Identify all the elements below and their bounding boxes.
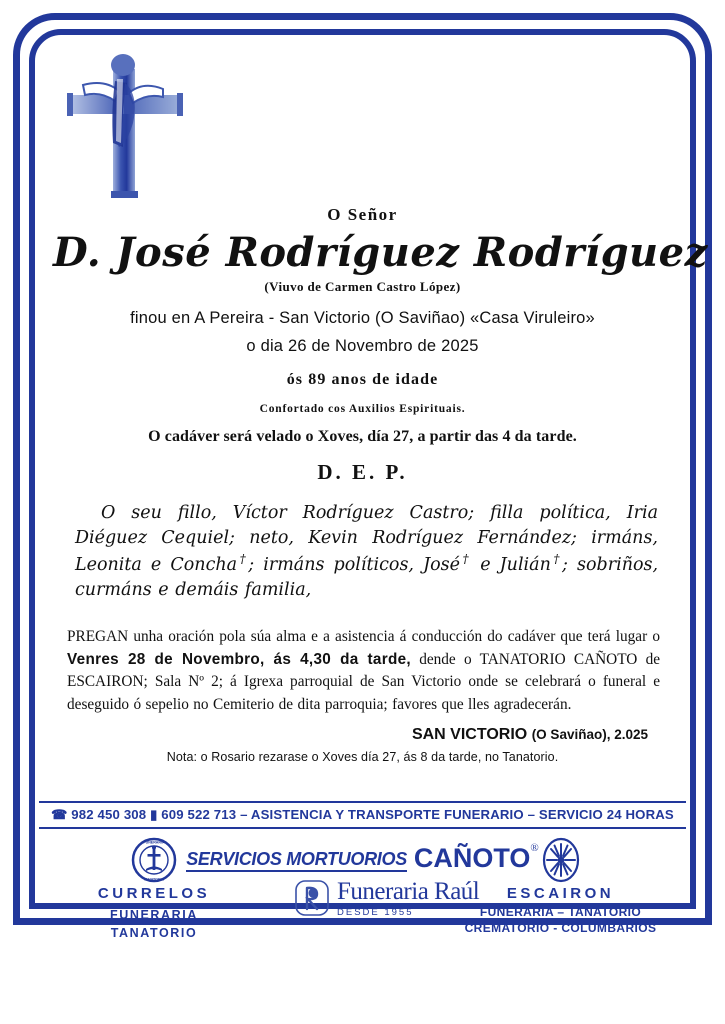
deceased-name: D. José Rodríguez Rodríguez <box>53 229 708 276</box>
signature-parish: (O Saviñao), 2.025 <box>531 727 648 743</box>
family-text-3: e Julián <box>471 554 551 575</box>
hours-text: SERVICIO 24 HORAS <box>538 807 674 822</box>
invitation-start: PREGAN unha oración pola súa alma e a asistencia á conducción do cadáver que terá lugar o <box>67 628 660 646</box>
funeraria-raul-logo-icon <box>294 879 330 917</box>
age-line: ós 89 anos de idade <box>286 371 439 389</box>
mobile-phone-icon: ▮ <box>150 807 158 822</box>
brand-escairon <box>453 837 668 936</box>
invitation-end: dende o TANATORIO CAÑOTO de ESCAIRON; Sala Nº 2; á Igrexa parroquial de San Victorio onde se celebrará o funeral e deseguido ó sepelio no Cemiterio de dita parroquia; favores que lles agradecerán. <box>67 650 661 713</box>
death-date: o dia 26 de Novembro de 2025 <box>246 337 479 356</box>
cross-mark-3: † <box>550 551 563 566</box>
rosary-note: Nota: o Rosario rezarase o Xoves día 27, ás 8 da tarde, no Tanatorio. <box>166 750 559 765</box>
invitation-paragraph <box>67 626 660 716</box>
currelos-seal-icon <box>131 837 177 883</box>
footer-brands <box>39 835 686 941</box>
phone-mobile[interactable]: 609 522 713 <box>161 807 237 822</box>
escairon-line1: FUNERARIA – TANATORIO <box>479 905 642 919</box>
band-separator-2: – <box>527 807 536 822</box>
crucifix-illustration <box>53 35 672 203</box>
death-place: finou en A Pereira - San Victorio (O Saviñao) «Casa Viruleiro» <box>130 309 595 328</box>
wake-line: O cadáver será velado o Xoves, día 27, a partir das 4 da tarde. <box>148 428 577 446</box>
invitation-highlight: Venres 28 de Novembro, ás 4,30 da tarde, <box>67 650 411 668</box>
canoto-brand: CAÑOTO <box>413 843 531 873</box>
telephone-icon: ☎ <box>51 807 68 822</box>
signature-line <box>53 726 648 744</box>
svg-text:FUNERARIA: FUNERARIA <box>143 840 165 845</box>
family-text-2: ; irmáns políticos, José <box>248 554 460 575</box>
escairon-line2: CREMATORIO - COLUMBARIOS <box>464 920 657 935</box>
notice-inner-border <box>29 29 708 941</box>
currelos-title: CURRELOS <box>96 885 212 905</box>
cross-mark-2: † <box>459 551 472 566</box>
signature-place: SAN VICTORIO <box>411 726 528 744</box>
family-paragraph <box>75 501 658 602</box>
svg-text:TANATORIO: TANATORIO <box>143 877 165 882</box>
brand-funeraria-raul <box>294 879 479 918</box>
dep-line: D. E. P. <box>317 460 408 485</box>
canoto-servicios-label: SERVICIOS MORTUORIOS <box>186 849 407 872</box>
contact-band <box>39 801 686 829</box>
brand-currelos <box>69 837 239 942</box>
phone-landline[interactable]: 982 450 308 <box>71 807 147 822</box>
honorific: O Señor <box>327 205 398 224</box>
crucifix-icon <box>53 51 203 203</box>
raul-name: Funeraria Raúl <box>337 878 480 905</box>
registered-mark-icon: ® <box>530 841 539 854</box>
funeral-notice-card <box>13 13 712 941</box>
band-separator-1: – <box>240 807 248 822</box>
cross-mark-1: † <box>237 551 249 566</box>
family-text-1: O seu fillo, Víctor Rodríguez Castro; filla política, Iria Diéguez Cequiel; neto, Kevin Rodríguez Fernández; irmáns, Leonita e Concha <box>75 503 658 575</box>
sacraments-line: Confortado cos Auxilios Espirituais. <box>259 403 466 416</box>
spouse-line: (Viuvo de Carmen Castro López) <box>264 279 461 295</box>
currelos-line2: TANATORIO <box>110 926 198 941</box>
service-text: ASISTENCIA Y TRANSPORTE FUNERARIO <box>250 807 524 822</box>
notice-content <box>35 35 708 941</box>
escairon-sunburst-icon <box>541 837 581 883</box>
escairon-title: ESCAIRON <box>505 885 616 905</box>
currelos-line1: FUNERARIA <box>109 908 198 922</box>
family-text-4: ; sobriños, curmáns e demáis familia, <box>75 554 659 600</box>
raul-since: DESDE 1955 <box>337 907 414 918</box>
